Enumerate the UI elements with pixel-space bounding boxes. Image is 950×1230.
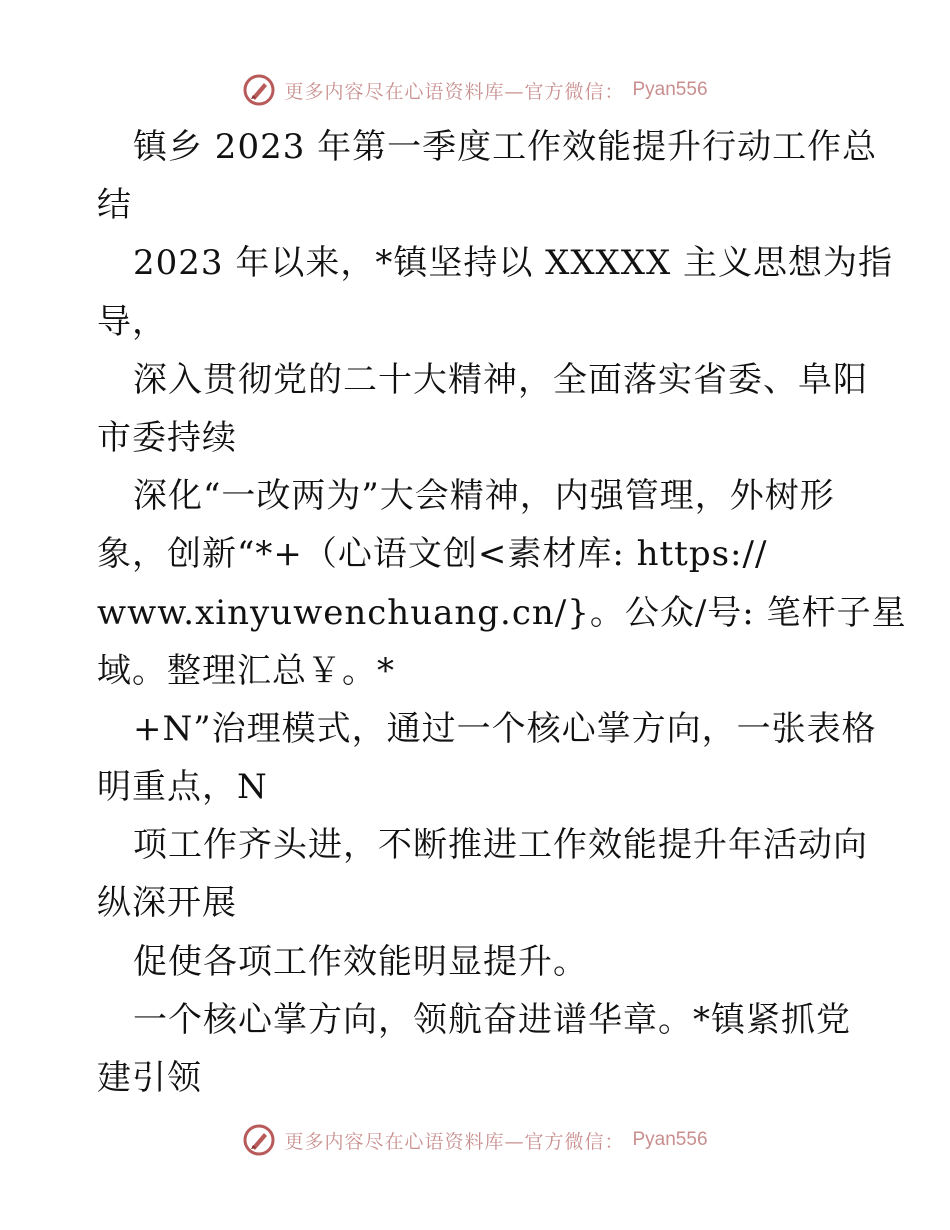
text-line: 纵深开展 bbox=[97, 883, 237, 924]
text-line: 深化“一改两为”大会精神，内强管理，外树形 bbox=[133, 476, 835, 517]
text-line: www.xinyuwenchuang.cn/}。公众/号: 笔杆子星 bbox=[97, 592, 907, 633]
pen-logo-icon bbox=[242, 1123, 276, 1157]
watermark-text: 更多内容尽在心语资料库—官方微信： bbox=[284, 80, 625, 103]
text-line: 项工作齐头进，不断推进工作效能提升年活动向 bbox=[133, 825, 868, 866]
text-line: 深入贯彻党的二十大精神，全面落实省委、阜阳 bbox=[133, 359, 868, 400]
text-line: 象，创新“*+（心语文创<素材库: https:// bbox=[97, 534, 768, 575]
text-line: 一个核心掌方向，领航奋进谱华章。*镇紧抓党 bbox=[133, 999, 851, 1040]
text-line: 建引领 bbox=[97, 1058, 202, 1098]
text-line: 促使各项工作效能明显提升。 bbox=[133, 941, 588, 982]
watermark-header bbox=[0, 70, 950, 110]
text-line: +N”治理模式，通过一个核心掌方向，一张表格 bbox=[133, 708, 877, 749]
text-line: 明重点，N bbox=[97, 767, 268, 808]
document-body bbox=[97, 118, 907, 1107]
text-line: 导， bbox=[97, 301, 167, 342]
watermark-footer bbox=[0, 1120, 950, 1160]
watermark-wechat-id: Pyan556 bbox=[632, 1129, 708, 1150]
text-line: 市委持续 bbox=[97, 417, 237, 458]
text-line: 镇乡 2023 年第一季度工作效能提升行动工作总 bbox=[133, 127, 878, 167]
pen-logo-icon bbox=[242, 73, 276, 107]
text-line: 结 bbox=[97, 185, 132, 226]
text-line: 域。整理汇总￥。* bbox=[97, 650, 395, 691]
text-line: 2023 年以来，*镇坚持以 XXXXX 主义思想为指 bbox=[133, 243, 893, 284]
watermark-wechat-id: Pyan556 bbox=[632, 79, 708, 100]
watermark-text: 更多内容尽在心语资料库—官方微信： bbox=[284, 1130, 625, 1153]
